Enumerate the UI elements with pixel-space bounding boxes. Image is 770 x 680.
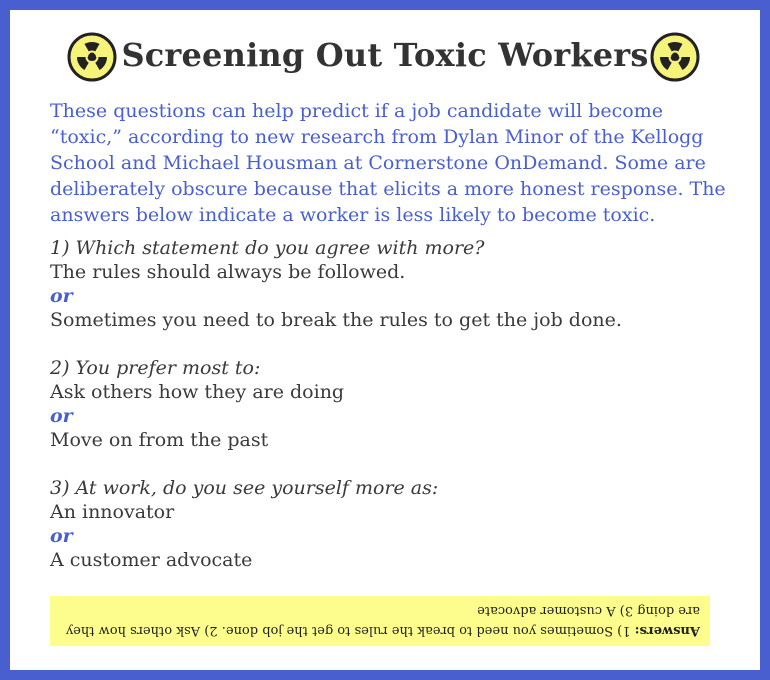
or-separator: or (50, 525, 73, 547)
or-separator: or (50, 405, 73, 427)
question-1 (50, 236, 740, 332)
answers-upside-down (60, 600, 700, 640)
page-title: Screening Out Toxic Workers (121, 36, 649, 74)
question-2 (50, 356, 740, 452)
option-a: An innovator (50, 501, 175, 523)
infographic-card (10, 10, 760, 670)
question-prompt: 3) At work, do you see yourself more as: (50, 477, 439, 499)
option-b: A customer advocate (50, 549, 253, 571)
intro-paragraph: These questions can help predict if a job candidate will become “toxic,” according to new research from Dylan Minor of the Kellogg School and Michael Housman at Cornerstone OnDemand. Some are deliberately obscure because that elicits a more honest response. The answers below indicate a worker is less likely to become toxic. (50, 100, 726, 226)
answers-box (50, 596, 710, 646)
option-b: Sometimes you need to break the rules to get the job done. (50, 309, 622, 331)
title-row (10, 32, 760, 80)
question-3 (50, 476, 740, 572)
answers-text: 1) Sometimes you need to break the rules to get the job done. 2) Ask others how they are doing 3) A customer advocate (65, 603, 700, 638)
option-a: Ask others how they are doing (50, 381, 345, 403)
radiation-icon (650, 32, 700, 82)
answers-label: Answers: (634, 623, 700, 638)
question-prompt: 2) You prefer most to: (50, 357, 261, 379)
option-b: Move on from the past (50, 429, 269, 451)
or-separator: or (50, 285, 73, 307)
question-prompt: 1) Which statement do you agree with more? (50, 237, 485, 259)
option-a: The rules should always be followed. (50, 261, 406, 283)
